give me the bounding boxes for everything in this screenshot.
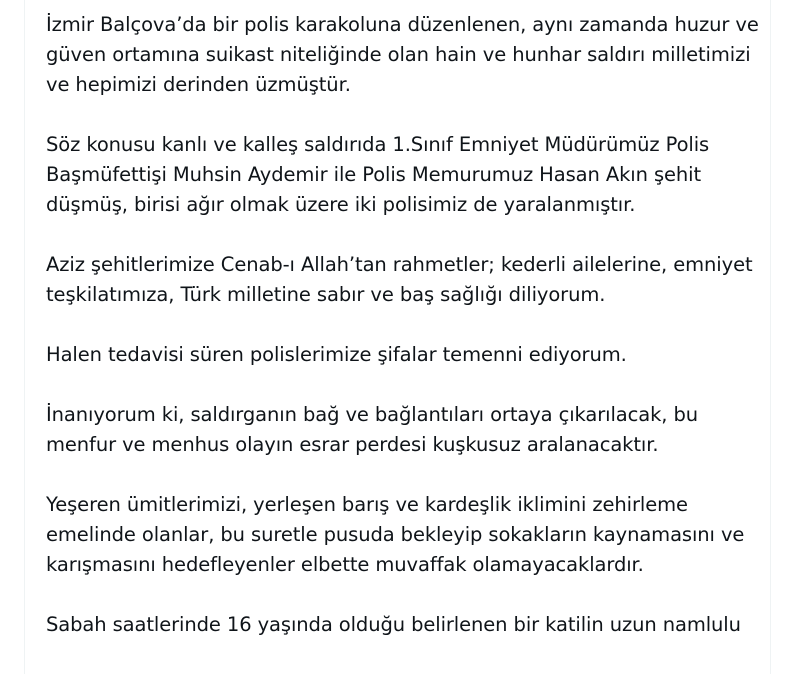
tweet-paragraph-1: İzmir Balçova’da bir polis karakoluna düzenlenen, aynı zamanda huzur ve güven ortamına suikast niteliğinde olan hain ve hunhar saldırı milletimizi ve hepimizi derinden üzmüştür.: [46, 13, 759, 96]
tweet-paragraph-6: Yeşeren ümitlerimizi, yerleşen barış ve kardeşlik iklimini zehirleme emelinde olanlar, bu suretle pusuda bekleyip sokakların kaynamasını ve karışmasını hedefleyenler elbette muvaffak olamayacaklardır.: [46, 493, 745, 576]
tweet-paragraph-2: Söz konusu kanlı ve kalleş saldırıda 1.Sınıf Emniyet Müdürümüz Polis Başmüfettişi Muhsin Aydemir ile Polis Memurumuz Hasan Akın şehit düşmüş, birisi ağır olmak üzere iki polisimiz de yaralanmıştır.: [46, 133, 710, 216]
tweet-paragraph-5: İnanıyorum ki, saldırganın bağ ve bağlantıları ortaya çıkarılacak, bu menfur ve menhus olayın esrar perdesi kuşkusuz aralanacaktır.: [46, 403, 699, 456]
tweet-paragraph-4: Halen tedavisi süren polislerimize şifalar temenni ediyorum.: [46, 343, 627, 366]
tweet-text: [46, 10, 766, 670]
tweet-card: [24, 0, 771, 674]
tweet-paragraph-7: Sabah saatlerinde 16 yaşında olduğu belirlenen bir katilin uzun namlulu: [46, 613, 741, 636]
tweet-paragraph-3: Aziz şehitlerimize Cenab-ı Allah’tan rahmetler; kederli ailelerine, emniyet teşkilatımıza, Türk milletine sabır ve baş sağlığı diliyorum.: [46, 253, 753, 306]
